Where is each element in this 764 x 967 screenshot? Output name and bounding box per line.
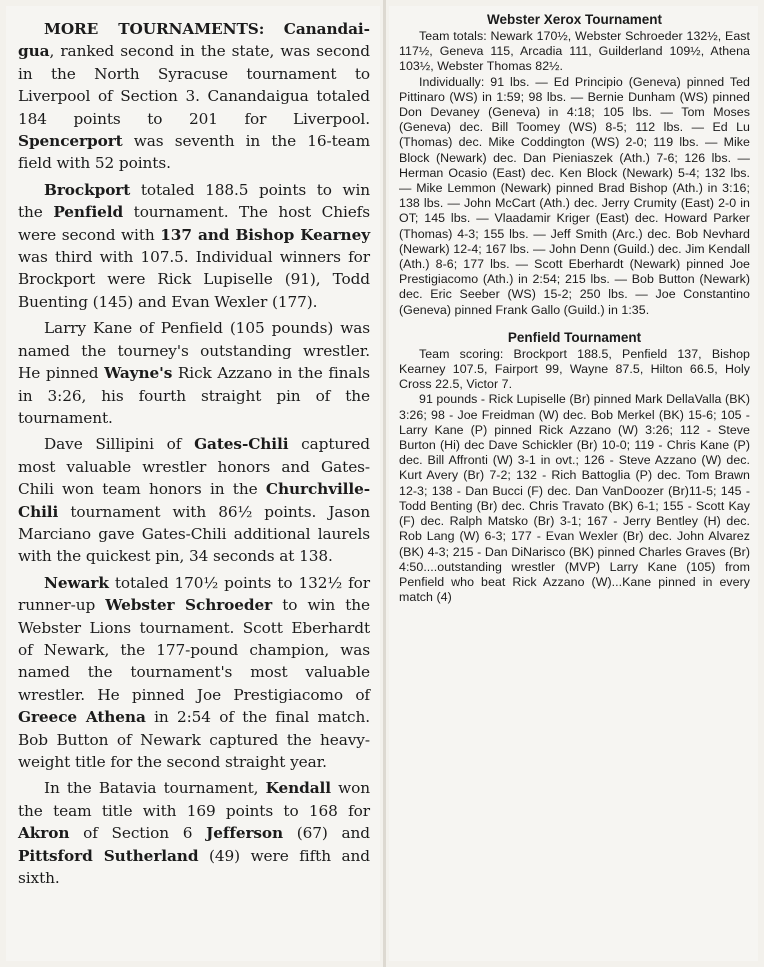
individual-results: Individually: 91 lbs. — Ed Principio (Geneva) pinned Ted Pittinaro (WS) in 1:59; 98 lbs. — Bernie Dunham (WS) pinned Don Devaney (Geneva) in 4:18; 105 lbs. — Tom Moses (Geneva) dec. Bill Toomey (WS) 8-5; 112 lbs. — Ed Lu (Thomas) dec. Mike Coddington (WS) 2-0; 119 lbs. — Mike Block (Newark) dec. Dan Pieniaszek (Ath.) 7-6; 126 lbs. — Herman Ocasio (East) dec. Ken Block (Newark) 5-4; 132 lbs. — Mike Lemmon (Newark) pinned Brad Bishop (Ath.) in 3:16; 138 lbs. — John McCart (Ath.) dec. Jerry Crumity (East) 2-0 in OT; 145 lbs. — Vlaadamir Kriger (East) dec. Howard Parker (Thomas) 4-3; 155 lbs. — Jeff Smith (Arc.) dec. Bob Nevhard (Newark) 12-4; 167 lbs. — John Denn (Guild.) dec. Jim Kendall (Ath.) 8-6; 177 lbs. — Scott Eberhardt (Newark) pinned Joe Prestigiacomo (Ath.) in 2:54; 215 lbs. — Bob Button (Newark) dec. Eric Seeber (WS) 15-2; 250 lbs. — Joe Constantino (Geneva) pinned Frank Gallo (Guild.) in 1:35. [399, 74, 750, 317]
body-text: (49) were fifth and sixth. [18, 846, 370, 888]
team-name: Wayne's [104, 364, 173, 383]
webster-results [399, 12, 750, 318]
team-totals: Team totals: Newark 170½, Webster Schroeder 132½, East 117½, Geneva 115, Arcadia 111, Guilderland 109½, Athena 103½, Webster Thomas 82½. [399, 29, 750, 74]
body-text: captured most valuable wrestler honors and Gates-Chili won team honors in the [18, 435, 370, 499]
team-name: Newark [44, 573, 109, 592]
body-text: was seventh in the 16-team field with 52 points. [18, 132, 370, 173]
team-name: 137 and Bishop Kearney [160, 225, 370, 244]
team-name: Gates-Chili [194, 435, 289, 454]
body-text: totaled 170½ points to 132½ for runner-up [18, 573, 370, 615]
team-name: Canandaigua [18, 20, 370, 61]
team-name: Jefferson [206, 824, 284, 843]
team-name: Churchville-Chili [18, 480, 370, 521]
paragraph-larry-kane [18, 317, 370, 429]
team-name: Akron [18, 824, 70, 843]
penfield-results [399, 330, 750, 605]
body-text: tournament. The host Chiefs were second with [18, 203, 370, 244]
column-divider [383, 0, 386, 967]
body-text: (67) and [283, 824, 370, 843]
body-text: was third with 107.5. Individual winners for Brockport were Rick Lupiselle (91), Todd Buenting (145) and Evan Wexler (177). [18, 248, 370, 311]
team-name: Penfield [53, 203, 124, 222]
body-text: Larry Kane of Penfield (105 pounds) was named the tourney's outstanding wrestler. He pinned [18, 319, 370, 383]
individual-results: 91 pounds - Rick Lupiselle (Br) pinned Mark DellaValla (BK) 3:26; 98 - Joe Freidman (W) dec. Bob Merkel (BK) 15-6; 105 - Larry Kane (P) pinned Rick Azzano (W) 3:26; 112 - Steve Burton (Hi) dec Dave Schickler (Br) 10-0; 119 - Chris Kane (P) dec. Bill Affronti (W) 3-1 in ovt.; 126 - Steve Azzano (W) dec. Kurt Avery (Br) 7-2; 132 - Rich Battoglia (P) dec. Tom Brawn 12-3; 138 - Dan Bucci (F) dec. Dan VanDoozer (Br)11-5; 145 - Todd Benting (Br) dec. Chris Travato (BK) 6-1; 155 - Scott Kay (F) dec. Ralph Matsko (Br) 3-1; 167 - Jerry Bentley (H) dec. Rob Lang (W) 6-3; 177 - Evan Wexler (Br) dec. John Alvarez (BK) 4-3; 215 - Dan DiNarisco (BK) pinned Charles Graves (Br) 4:50....outstanding wrestler (MVP) Larry Kane (105) from Penfield who beat Rick Azzano (W)...Kane pinned in every match (4) [399, 392, 750, 605]
body-text: , ranked second in the state, was second in the North Syracuse tournament to Liverpool of Section 3. Canandaigua totaled 184 points to 201 for Liverpool. [18, 42, 370, 128]
paragraph-more-tournaments [18, 18, 370, 175]
body-text: in 2:54 of the final match. Bob Button of Newark captured the heavyweight title for the second straight year. [18, 708, 370, 771]
body-text: tournament with 86½ points. Jason Marciano gave Gates-Chili additional laurels with the quickest pin, 34 seconds at 138. [18, 502, 370, 566]
team-name: Spencerport [18, 132, 123, 151]
right-column-results [389, 6, 758, 961]
paragraph-newark [18, 572, 370, 774]
team-name: Brockport [44, 180, 131, 199]
body-text: totaled 188.5 points to win the [18, 180, 370, 222]
body-text: won the team title with 169 points to 168 for [18, 779, 370, 820]
team-name: Webster Schroeder [105, 596, 273, 615]
team-name: Pittsford Sutherland [18, 846, 199, 865]
section-title: Webster Xerox Tournament [486, 12, 663, 27]
paragraph-brockport [18, 179, 370, 313]
section-title: Penfield Tournament [507, 329, 642, 345]
team-name: Kendall [265, 779, 331, 798]
body-text: Dave Sillipini of [44, 435, 195, 454]
team-totals: Team scoring: Brockport 188.5, Penfield 137, Bishop Kearney 107.5, Fairport 99, Wayne 87.5, Hilton 66.5, Holy Cross 22.5, Victor 7. [399, 346, 750, 392]
body-text: to win the Webster Lions tournament. Scott Eberhardt of Newark, the 177-pound champion, was named the tournament's most valuable wrestler. He pinned Joe Prestigiacomo of [18, 596, 370, 704]
team-name: Greece Athena [18, 708, 146, 727]
paragraph-gates-chili [18, 433, 370, 567]
lead-in: MORE TOURNAMENTS: [44, 20, 265, 38]
paragraph-batavia [18, 777, 370, 889]
body-text: In the Batavia tournament, [44, 779, 266, 798]
left-column-article [6, 6, 380, 961]
body-text: of Section 6 [69, 824, 207, 843]
body-text: Rick Azzano in the finals in 3:26, his fourth straight pin of the tournament. [18, 364, 370, 427]
